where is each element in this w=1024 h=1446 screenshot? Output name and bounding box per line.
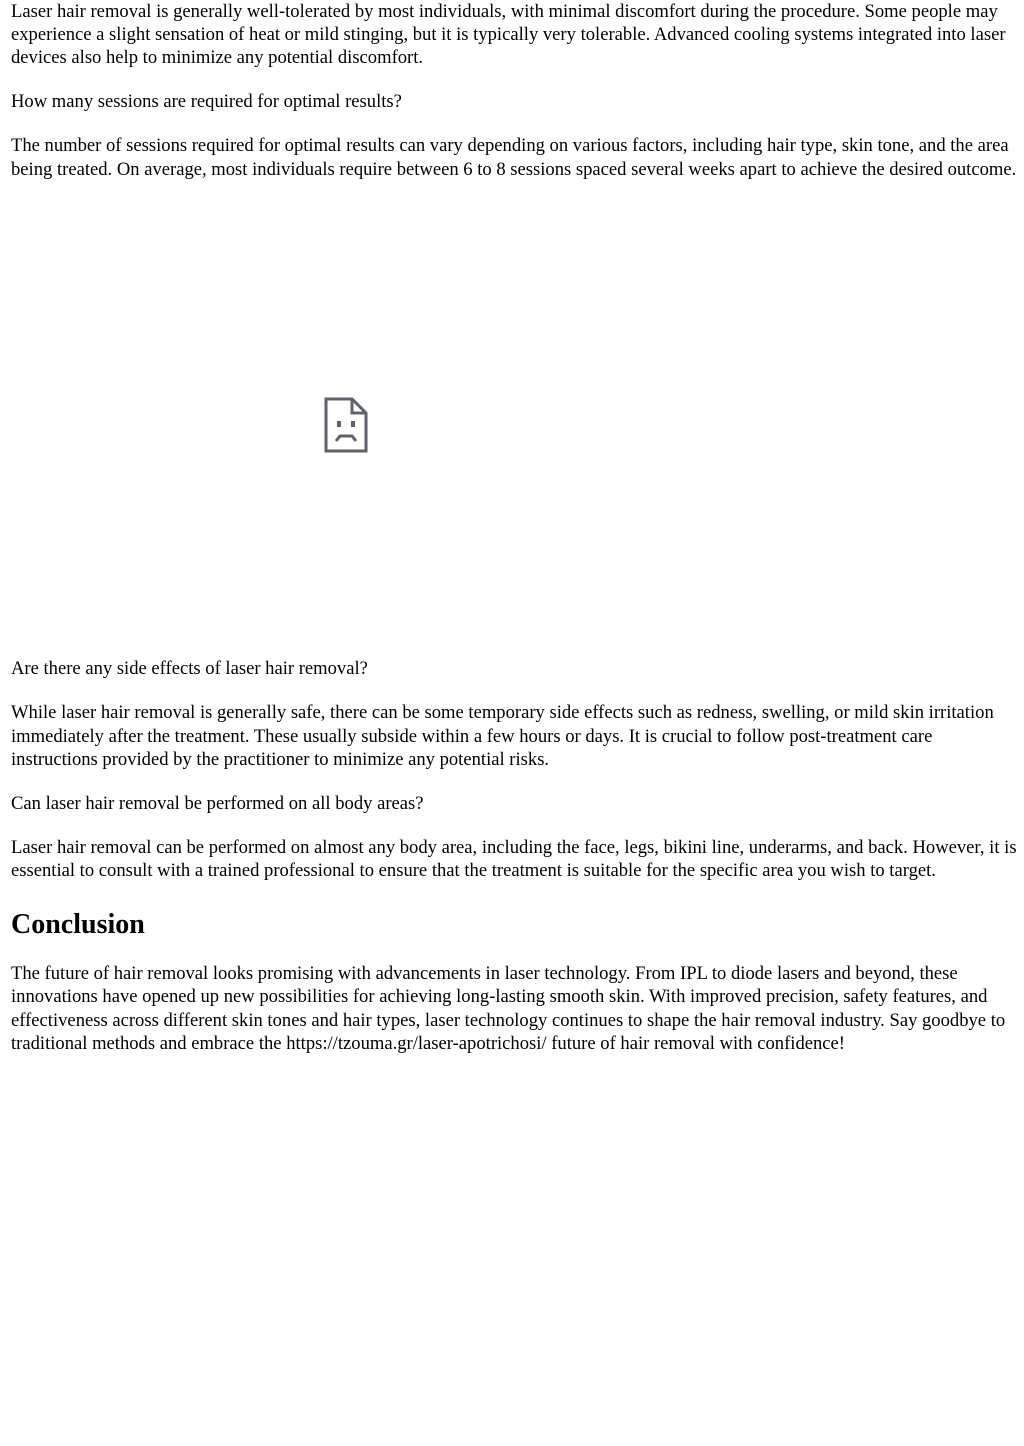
paragraph-comfort: Laser hair removal is generally well-tolerated by most individuals, with minimal discomfort during the procedure. Some people may experience a slight sensation of heat or mild stinging, but it is typically very tolerable. Advanced cooling systems integrated into laser devices also help to minimize any potential discomfort. <box>11 1 1006 69</box>
article-content <box>11 0 1017 1076</box>
conclusion-heading: Conclusion <box>11 909 145 941</box>
paragraph-conclusion: The future of hair removal looks promising with advancements in laser technology. From IPL to diode lasers and beyond, these innovations have opened up new possibilities for achieving long-lasting smooth skin. With improved precision, safety features, and effectiveness across different skin tones and hair types, laser technology continues to shape the hair removal industry. Say goodbye to traditional methods and embrace the https://tzouma.gr/laser-apotrichosi/ future of hair removal with confidence! <box>11 963 1006 1054</box>
paragraph-side-effects: While laser hair removal is generally safe, there can be some temporary side effects such as redness, swelling, or mild skin irritation immediately after the treatment. These usually subside within a few hours or days. It is crucial to follow post-treatment care instructions provided by the practitioner to minimize any potential risks. <box>11 702 994 770</box>
paragraph-sessions: The number of sessions required for optimal results can vary depending on various factors, including hair type, skin tone, and the area being treated. On average, most individuals require between 6 to 8 sessions spaced several weeks apart to achieve the desired outcome. <box>11 135 1017 180</box>
broken-image <box>11 202 1017 637</box>
question-body-areas: Can laser hair removal be performed on all body areas? <box>11 792 424 814</box>
question-sessions: How many sessions are required for optimal results? <box>11 91 402 113</box>
broken-image-icon <box>324 397 368 453</box>
question-side-effects: Are there any side effects of laser hair removal? <box>11 658 368 680</box>
paragraph-body-areas: Laser hair removal can be performed on almost any body area, including the face, legs, bikini line, underarms, and back. However, it is essential to consult with a trained professional to ensure that the treatment is suitable for the specific area you wish to target. <box>11 836 1017 882</box>
